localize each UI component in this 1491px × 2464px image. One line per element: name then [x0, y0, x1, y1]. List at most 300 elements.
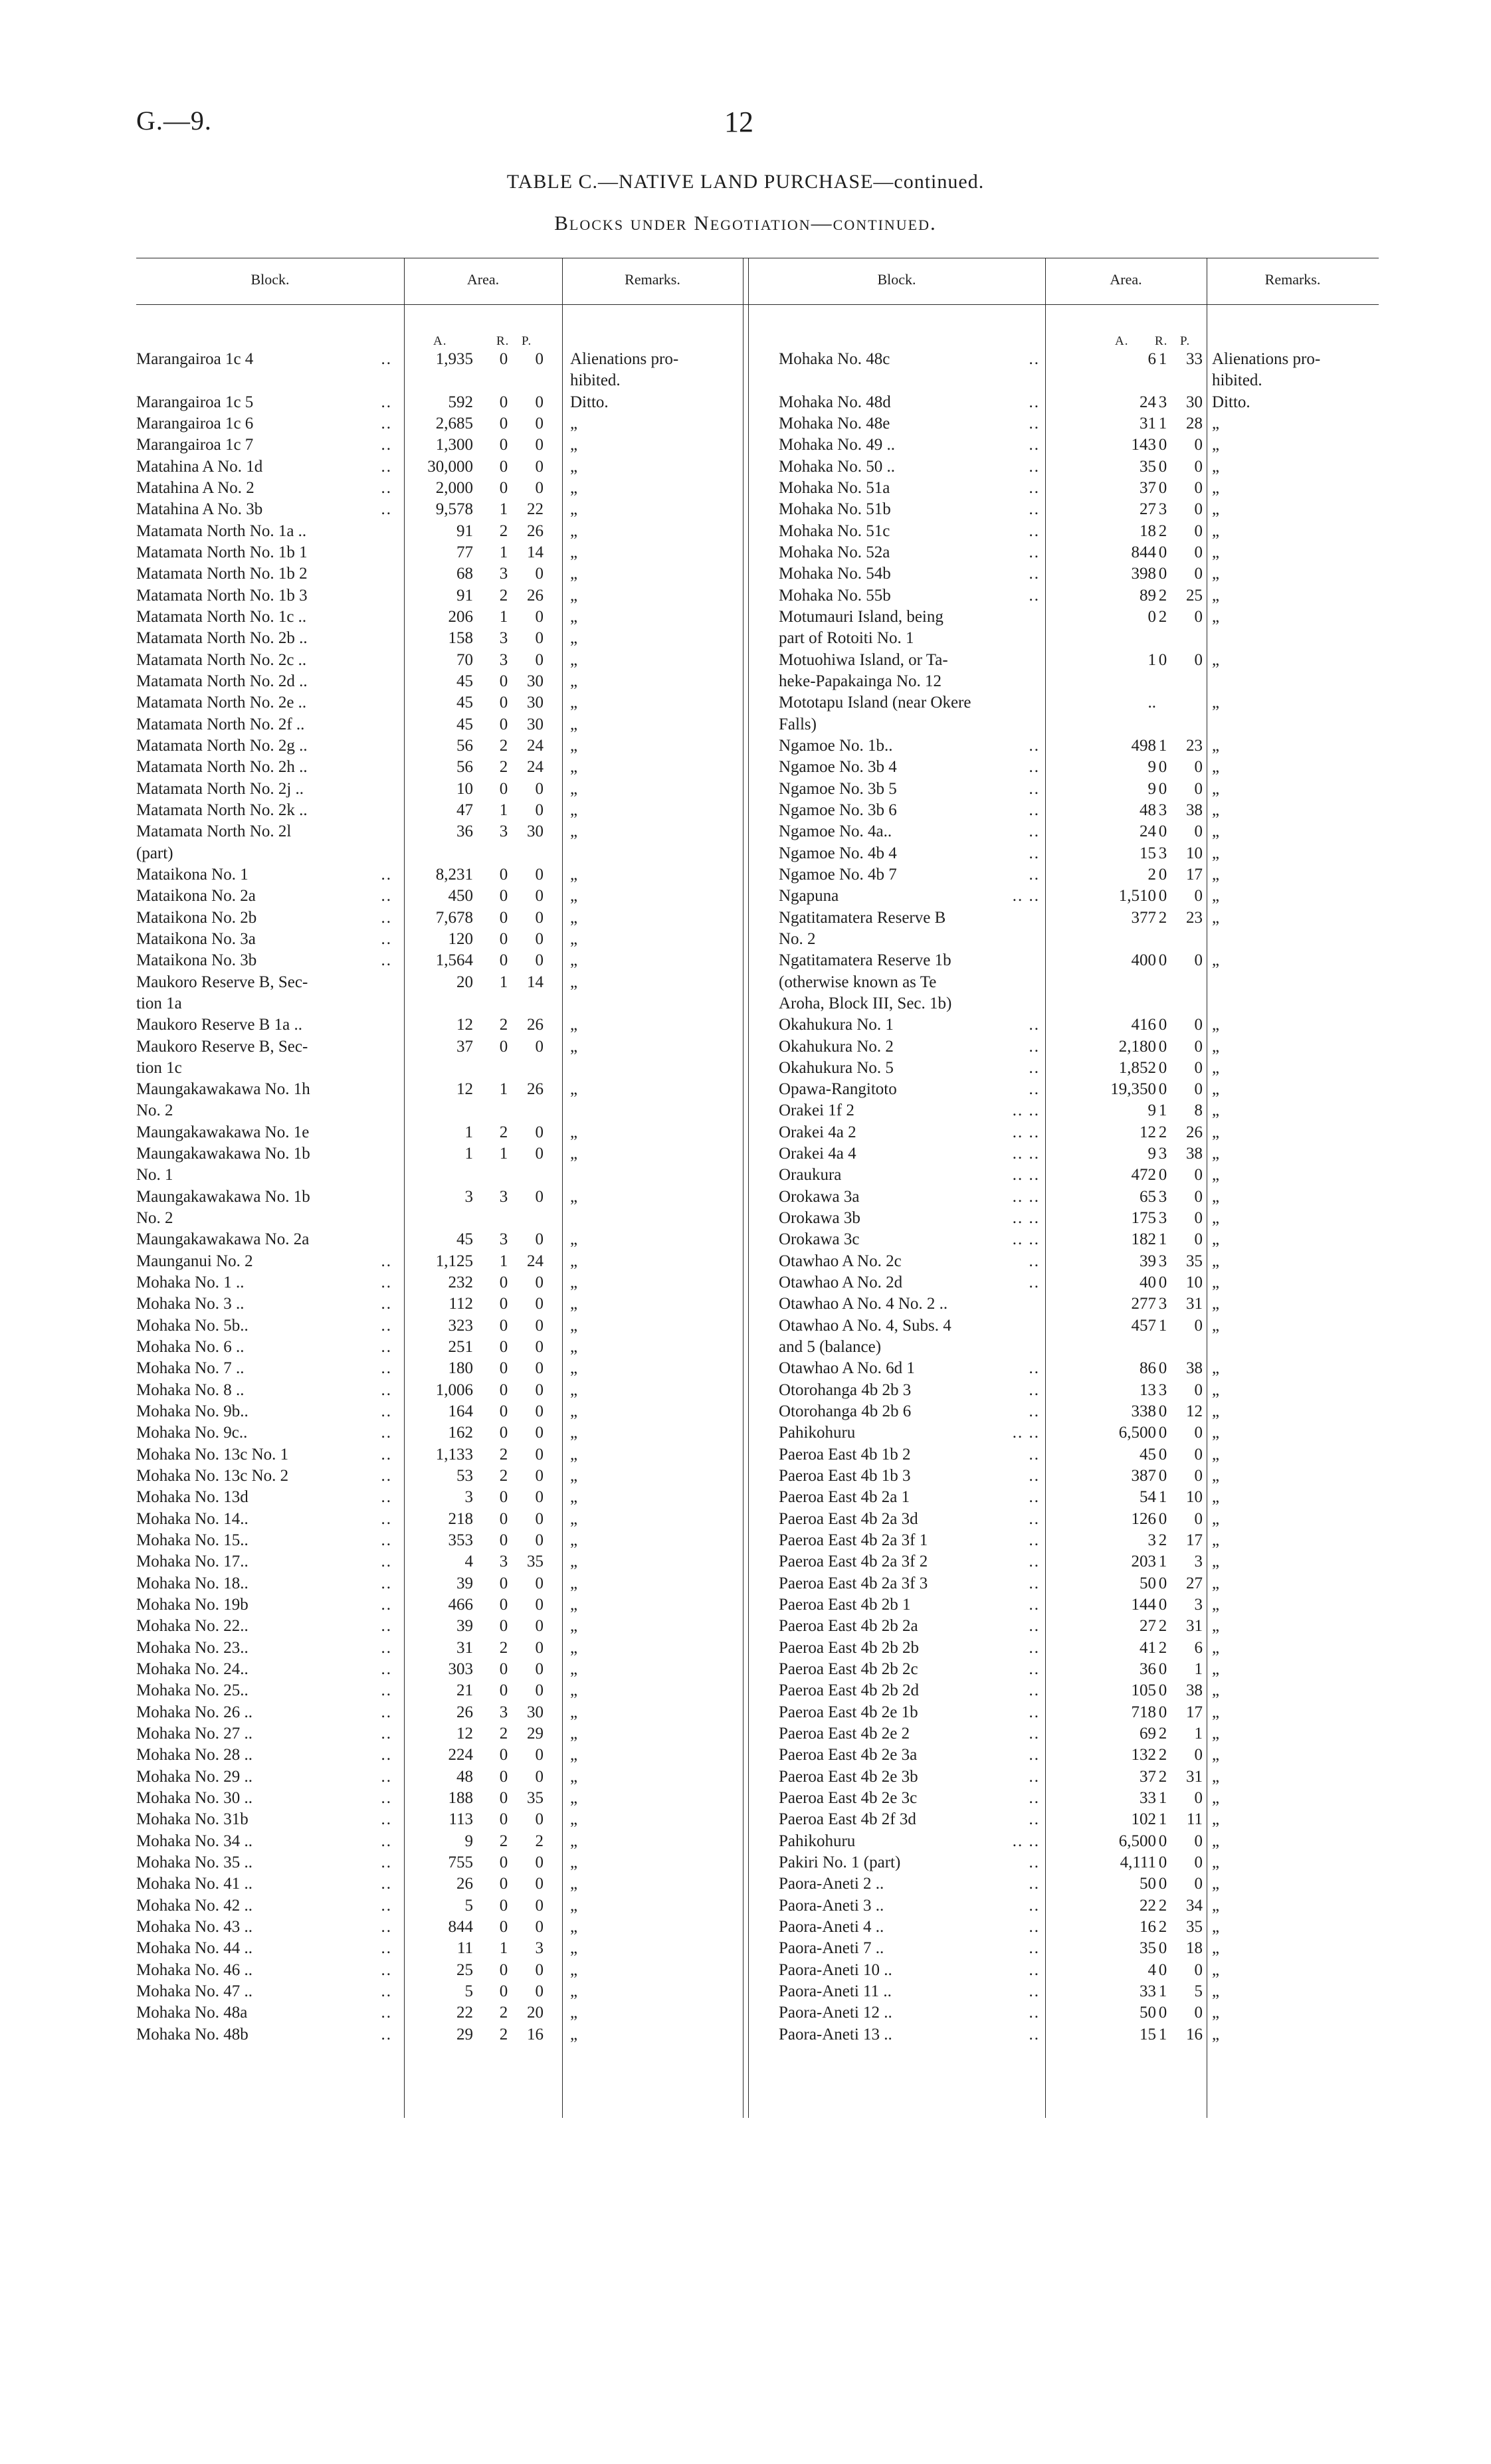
leader-dots: ..: [381, 1896, 392, 1915]
area-acres: 1: [464, 1145, 473, 1163]
col-head-remarks-right: Remarks.: [1264, 271, 1321, 288]
block-name: Mohaka No. 46 ..: [136, 1960, 252, 1979]
area-perches: 0: [535, 1338, 544, 1357]
remarks-cell: „: [570, 1316, 578, 1335]
leader-dots: ..: [381, 500, 392, 519]
remarks-cell: „: [1212, 1982, 1220, 2000]
units-roods-right: R.: [1155, 334, 1168, 348]
area-roods: 0: [499, 350, 508, 368]
leader-dots: ..: [1029, 436, 1040, 454]
area-perches: 26: [527, 1016, 544, 1034]
remarks-cell: „: [570, 500, 578, 519]
area-perches: 0: [535, 1359, 544, 1378]
area-acres: 182: [1131, 1230, 1156, 1249]
area-acres: 180: [448, 1359, 473, 1378]
area-roods: 3: [1158, 1295, 1167, 1313]
area-roods: 1: [1158, 414, 1167, 432]
area-roods: 3: [499, 1553, 508, 1571]
block-name: Otorohanga 4b 2b 3: [779, 1380, 912, 1399]
units-acres-right: A.: [1115, 334, 1129, 348]
area-acres: 70: [456, 650, 473, 669]
remarks-cell: „: [570, 1402, 578, 1421]
remarks-cell: „: [1212, 1187, 1220, 1206]
table-row: [0, 1723, 1491, 1745]
area-acres: 718: [1131, 1703, 1156, 1721]
block-name: Matamata North No. 1b 2: [136, 565, 308, 583]
remarks-cell: „: [570, 2004, 578, 2022]
remarks-cell: „: [570, 1853, 578, 1871]
block-name: Motumauri Island, being: [779, 607, 944, 626]
area-acres: 2,685: [435, 414, 473, 432]
area-roods: 2: [1158, 586, 1167, 605]
remarks-cell: „: [570, 1274, 578, 1292]
remarks-cell: „: [570, 1037, 578, 1056]
block-name: Ngamoe No. 4b 4: [779, 844, 897, 862]
leader-dots: ..: [1029, 1574, 1040, 1592]
col-head-remarks-left: Remarks.: [625, 271, 680, 288]
table-row: [0, 499, 1491, 520]
block-name: Paora-Aneti 13 ..: [779, 2025, 892, 2043]
area-acres: 30,000: [427, 457, 473, 476]
table-row: [0, 1058, 1491, 1079]
remarks-cell: „: [570, 694, 578, 712]
area-acres: 844: [448, 1917, 473, 1936]
area-roods: 0: [1158, 1058, 1167, 1077]
area-roods: 0: [499, 1574, 508, 1592]
leader-dots: ..: [381, 1767, 392, 1786]
table-row: [0, 1165, 1491, 1186]
remarks-cell: „: [570, 1230, 578, 1249]
table-row: [0, 1122, 1491, 1143]
area-perches: 35: [527, 1788, 544, 1807]
area-roods: 2: [1158, 1638, 1167, 1657]
area-perches: 0: [535, 1402, 544, 1421]
area-roods: 0: [499, 1596, 508, 1614]
area-perches: 0: [535, 350, 544, 368]
remarks-cell: „: [570, 1574, 578, 1592]
block-name: Paeroa East 4b 1b 2: [779, 1445, 911, 1464]
area-roods: 2: [1158, 521, 1167, 540]
area-roods: 3: [1158, 393, 1167, 411]
block-name: Paora-Aneti 10 ..: [779, 1960, 892, 1979]
remarks-cell: „: [570, 1553, 578, 1571]
leader-dots: .. ..: [1012, 1166, 1040, 1185]
area-roods: 2: [499, 1123, 508, 1141]
block-name: Motuohiwa Island, or Ta-: [779, 650, 948, 669]
area-perches: 0: [1194, 1788, 1203, 1807]
area-roods: 0: [1158, 1960, 1167, 1979]
block-name: Mohaka No. 18..: [136, 1574, 248, 1592]
block-name: Paeroa East 4b 2e 1b: [779, 1703, 918, 1721]
table-row: [0, 1143, 1491, 1165]
area-acres: 26: [456, 1703, 473, 1721]
leader-dots: ..: [1029, 1875, 1040, 1893]
area-roods: 1: [499, 607, 508, 626]
area-roods: 1: [1158, 1230, 1167, 1249]
leader-dots: ..: [381, 1832, 392, 1850]
remarks-cell: „: [1212, 1810, 1220, 1829]
table-row: [0, 1594, 1491, 1616]
leader-dots: ..: [1029, 1488, 1040, 1507]
leader-dots: ..: [1029, 1853, 1040, 1871]
remarks-cell: „: [1212, 1080, 1220, 1099]
remarks-cell: „: [1212, 1230, 1220, 1249]
area-roods: 0: [1158, 1703, 1167, 1721]
area-perches: 17: [1186, 1703, 1203, 1721]
remarks-cell: „: [570, 758, 578, 777]
block-name: Paeroa East 4b 2e 2: [779, 1725, 910, 1743]
area-acres: 45: [456, 715, 473, 733]
remarks-cell: „: [1212, 607, 1220, 626]
leader-dots: ..: [381, 1617, 392, 1636]
area-perches: 0: [535, 1488, 544, 1507]
block-name: Paeroa East 4b 2b 2a: [779, 1617, 918, 1636]
remarks-cell: „: [570, 1746, 578, 1764]
units-roods-left: R.: [496, 334, 510, 348]
area-perches: 0: [1194, 779, 1203, 798]
leader-dots: ..: [1029, 1080, 1040, 1099]
area-roods: 0: [499, 1746, 508, 1764]
area-perches: 28: [1186, 414, 1203, 432]
leader-dots: ..: [1029, 543, 1040, 561]
area-perches: 0: [535, 779, 544, 798]
block-name: Matamata North No. 2j ..: [136, 779, 304, 798]
area-acres: 21: [456, 1681, 473, 1700]
area-acres: 39: [456, 1574, 473, 1592]
area-perches: 0: [1194, 1445, 1203, 1464]
remarks-cell: „: [570, 1725, 578, 1743]
area-perches: 6: [1194, 1638, 1203, 1657]
block-name: Mohaka No. 17..: [136, 1553, 248, 1571]
area-roods: 2: [499, 1016, 508, 1034]
area-roods: 0: [499, 1960, 508, 1979]
area-roods: 0: [1158, 1037, 1167, 1056]
table-row: [0, 1272, 1491, 1293]
area-roods: 1: [499, 973, 508, 991]
block-name: (otherwise known as Te: [779, 973, 937, 991]
area-perches: 0: [1194, 1187, 1203, 1206]
block-name: Maukoro Reserve B, Sec-: [136, 973, 308, 991]
leader-dots: ..: [381, 1638, 392, 1657]
leader-dots: ..: [381, 1553, 392, 1571]
remarks-cell: „: [1212, 1596, 1220, 1614]
area-perches: 0: [535, 1316, 544, 1335]
area-perches: 38: [1186, 1681, 1203, 1700]
area-acres: 416: [1131, 1016, 1156, 1034]
area-acres: 1,300: [435, 436, 473, 454]
block-name: Ngatitamatera Reserve 1b: [779, 951, 951, 970]
table-row: [0, 1251, 1491, 1272]
leader-dots: ..: [1029, 736, 1040, 755]
area-acres: 9: [464, 1832, 473, 1850]
leader-dots: ..: [1029, 1467, 1040, 1485]
leader-dots: ..: [1029, 865, 1040, 884]
remarks-cell: Ditto.: [570, 393, 609, 411]
block-name: Mohaka No. 30 ..: [136, 1788, 252, 1807]
area-acres: 120: [448, 929, 473, 948]
table-row: [0, 1293, 1491, 1315]
table-row: [0, 886, 1491, 907]
block-name: Paeroa East 4b 2b 2d: [779, 1681, 920, 1700]
area-acres: 9,578: [435, 500, 473, 519]
area-acres: 50: [1140, 1574, 1156, 1592]
remarks-cell: „: [1212, 1553, 1220, 1571]
block-name: Maungakawakawa No. 1b: [136, 1145, 310, 1163]
block-name: part of Rotoiti No. 1: [779, 629, 914, 648]
area-perches: 0: [535, 1145, 544, 1163]
area-perches: 0: [535, 1574, 544, 1592]
area-acres: 377: [1131, 908, 1156, 927]
area-acres: 112: [448, 1295, 473, 1313]
area-acres: 5: [464, 1982, 473, 2000]
units-perches-left: P.: [522, 334, 532, 348]
remarks-cell: „: [1212, 586, 1220, 605]
table-row: [0, 1079, 1491, 1100]
area-perches: 0: [535, 1810, 544, 1829]
block-name: Mohaka No. 54b: [779, 565, 891, 583]
remarks-cell: „: [1212, 1531, 1220, 1550]
area-roods: 0: [499, 1531, 508, 1550]
remarks-cell: „: [570, 1767, 578, 1786]
block-name: Mohaka No. 13c No. 1: [136, 1445, 289, 1464]
block-name: Mohaka No. 48b: [136, 2025, 248, 2043]
leader-dots: ..: [1029, 1359, 1040, 1378]
table-row: [0, 1337, 1491, 1358]
area-roods: 1: [1158, 350, 1167, 368]
area-perches: 0: [1194, 607, 1203, 626]
table-row: [0, 1702, 1491, 1723]
remarks-cell: „: [1212, 1380, 1220, 1399]
block-name: No. 2: [136, 1101, 173, 1120]
area-acres: 4: [1147, 1960, 1156, 1979]
remarks-cell: „: [1212, 500, 1220, 519]
table-row: [0, 1186, 1491, 1208]
table-row: [0, 1616, 1491, 1637]
remarks-cell: „: [570, 865, 578, 884]
area-roods: 0: [1158, 1166, 1167, 1185]
remarks-cell: „: [570, 521, 578, 540]
remarks-cell: „: [570, 951, 578, 970]
block-name: Mohaka No. 47 ..: [136, 1982, 252, 2000]
area-roods: 0: [1158, 1853, 1167, 1871]
area-acres: 353: [448, 1531, 473, 1550]
block-name: Paeroa East 4b 2a 3f 1: [779, 1531, 928, 1550]
area-acres: 9: [1147, 1145, 1156, 1163]
area-roods: 0: [499, 951, 508, 970]
table-row: [0, 1229, 1491, 1250]
area-perches: 31: [1186, 1295, 1203, 1313]
remarks-cell: „: [1212, 436, 1220, 454]
leader-dots: ..: [1029, 1037, 1040, 1056]
remarks-cell: „: [570, 1488, 578, 1507]
area-acres: 12: [456, 1080, 473, 1099]
block-name: Mataikona No. 2a: [136, 887, 256, 905]
block-name: Mohaka No. 7 ..: [136, 1359, 245, 1378]
remarks-cell: „: [1212, 1896, 1220, 1915]
area-roods: 0: [499, 1316, 508, 1335]
block-name: Mohaka No. 19b: [136, 1596, 248, 1614]
block-name: Maukoro Reserve B, Sec-: [136, 1037, 308, 1056]
table-row: [0, 779, 1491, 800]
area-acres: 89: [1140, 586, 1156, 605]
leader-dots: ..: [381, 2004, 392, 2022]
area-acres: 15: [1140, 844, 1156, 862]
area-acres: 40: [1140, 1274, 1156, 1292]
area-roods: 0: [499, 457, 508, 476]
area-acres: 12: [456, 1725, 473, 1743]
block-name: Mohaka No. 35 ..: [136, 1853, 252, 1871]
area-perches: 0: [535, 865, 544, 884]
table-row: [0, 1745, 1491, 1766]
remarks-cell: „: [570, 973, 578, 991]
remarks-cell: Alienations pro-: [1212, 350, 1321, 368]
remarks-cell: „: [570, 1380, 578, 1399]
block-name: Orokawa 3c: [779, 1230, 860, 1249]
block-name: Mohaka No. 13d: [136, 1488, 248, 1507]
area-roods: 0: [1158, 436, 1167, 454]
remarks-cell: „: [570, 1424, 578, 1442]
area-acres: 224: [448, 1746, 473, 1764]
leader-dots: ..: [381, 1853, 392, 1871]
block-name: Mohaka No. 5b..: [136, 1316, 248, 1335]
remarks-cell: „: [570, 1810, 578, 1829]
area-acres: 9: [1147, 779, 1156, 798]
area-roods: 0: [1158, 2004, 1167, 2022]
area-acres: 9: [1147, 758, 1156, 777]
block-name: Paora-Aneti 7 ..: [779, 1939, 884, 1958]
block-name: Oraukura: [779, 1166, 842, 1185]
block-name: Mohaka No. 48d: [779, 393, 891, 411]
block-name: No. 1: [136, 1166, 173, 1185]
area-roods: 1: [1158, 1488, 1167, 1507]
remarks-cell: „: [570, 1982, 578, 2000]
area-roods: 0: [499, 1660, 508, 1679]
block-name: Mohaka No. 51b: [779, 500, 891, 519]
leader-dots: ..: [381, 1424, 392, 1442]
area-acres: 4,111: [1120, 1853, 1156, 1871]
area-perches: 0: [1194, 1832, 1203, 1850]
leader-dots: ..: [1029, 1939, 1040, 1958]
block-name: Orakei 4a 4: [779, 1145, 856, 1163]
area-perches: 0: [535, 607, 544, 626]
remarks-cell: „: [1212, 1574, 1220, 1592]
table-row: [0, 1680, 1491, 1701]
remarks-cell: „: [570, 1338, 578, 1357]
area-acres: 33: [1140, 1982, 1156, 2000]
area-roods: 0: [499, 1338, 508, 1357]
area-perches: 30: [1186, 393, 1203, 411]
area-perches: 0: [1194, 500, 1203, 519]
block-name: Matamata North No. 1c ..: [136, 607, 307, 626]
area-acres: 48: [1140, 801, 1156, 819]
area-acres: 91: [456, 521, 473, 540]
area-perches: 23: [1186, 908, 1203, 927]
area-acres: 77: [456, 543, 473, 561]
area-perches: 0: [1194, 1037, 1203, 1056]
area-acres: 50: [1140, 1875, 1156, 1893]
area-acres: 33: [1140, 1788, 1156, 1807]
remarks-cell: „: [570, 1080, 578, 1099]
area-roods: 1: [499, 1252, 508, 1270]
area-roods: 3: [1158, 1252, 1167, 1270]
area-perches: 30: [527, 1703, 544, 1721]
leader-dots: ..: [381, 1875, 392, 1893]
area-roods: 0: [499, 1853, 508, 1871]
block-name: Okahukura No. 5: [779, 1058, 894, 1077]
leader-dots: ..: [1029, 1252, 1040, 1270]
area-perches: 0: [535, 1187, 544, 1206]
area-roods: 3: [1158, 1187, 1167, 1206]
remarks-cell: „: [570, 650, 578, 669]
area-acres: 29: [456, 2025, 473, 2043]
area-roods: 0: [1158, 1660, 1167, 1679]
area-roods: 2: [499, 1638, 508, 1657]
area-perches: 10: [1186, 1488, 1203, 1507]
remarks-cell: „: [1212, 1037, 1220, 1056]
table-row: [0, 650, 1491, 671]
block-name: Matamata North No. 2b ..: [136, 629, 308, 648]
remarks-cell: „: [570, 1617, 578, 1636]
area-perches: 12: [1186, 1402, 1203, 1421]
leader-dots: ..: [1029, 758, 1040, 777]
leader-dots: ..: [381, 1338, 392, 1357]
area-acres: 2,180: [1118, 1037, 1156, 1056]
col-head-area-left: Area.: [466, 271, 500, 288]
leader-dots: ..: [381, 865, 392, 884]
leader-dots: ..: [381, 1359, 392, 1378]
table-row: [0, 714, 1491, 735]
area-acres: 47: [456, 801, 473, 819]
table-row: [0, 1831, 1491, 1852]
area-roods: 2: [1158, 1896, 1167, 1915]
block-name: Matahina A No. 2: [136, 478, 254, 497]
area-roods: 0: [1158, 650, 1167, 669]
area-perches: 1: [1194, 1660, 1203, 1679]
area-roods: 0: [499, 1982, 508, 2000]
remarks-cell: „: [570, 1832, 578, 1850]
remarks-cell: „: [1212, 779, 1220, 798]
area-acres: 303: [448, 1660, 473, 1679]
area-roods: 0: [499, 414, 508, 432]
area-acres: 592: [448, 393, 473, 411]
area-acres: 69: [1140, 1725, 1156, 1743]
block-name: Paora-Aneti 12 ..: [779, 2004, 892, 2022]
leader-dots: ..: [381, 1939, 392, 1958]
area-acres: 1,564: [435, 951, 473, 970]
area-perches: 16: [1186, 2025, 1203, 2043]
table-row: [0, 1466, 1491, 1487]
area-acres: 126: [1131, 1509, 1156, 1528]
area-roods: 0: [499, 1788, 508, 1807]
remarks-cell: „: [570, 1638, 578, 1657]
table-row: [0, 521, 1491, 542]
area-acres: 1,935: [435, 350, 473, 368]
table-row: [0, 821, 1491, 842]
area-perches: 26: [527, 586, 544, 605]
area-acres: 13: [1140, 1380, 1156, 1399]
table-row: [0, 1358, 1491, 1379]
remarks-cell: „: [570, 629, 578, 648]
leader-dots: ..: [1029, 1380, 1040, 1399]
remarks-cell: „: [570, 1875, 578, 1893]
table-header-rule: [136, 304, 1379, 305]
block-name: Mohaka No. 29 ..: [136, 1767, 252, 1786]
area-roods: 2: [1158, 1767, 1167, 1786]
area-perches: 1: [1194, 1725, 1203, 1743]
remarks-cell: „: [1212, 736, 1220, 755]
remarks-cell: „: [570, 543, 578, 561]
area-roods: 0: [1158, 457, 1167, 476]
